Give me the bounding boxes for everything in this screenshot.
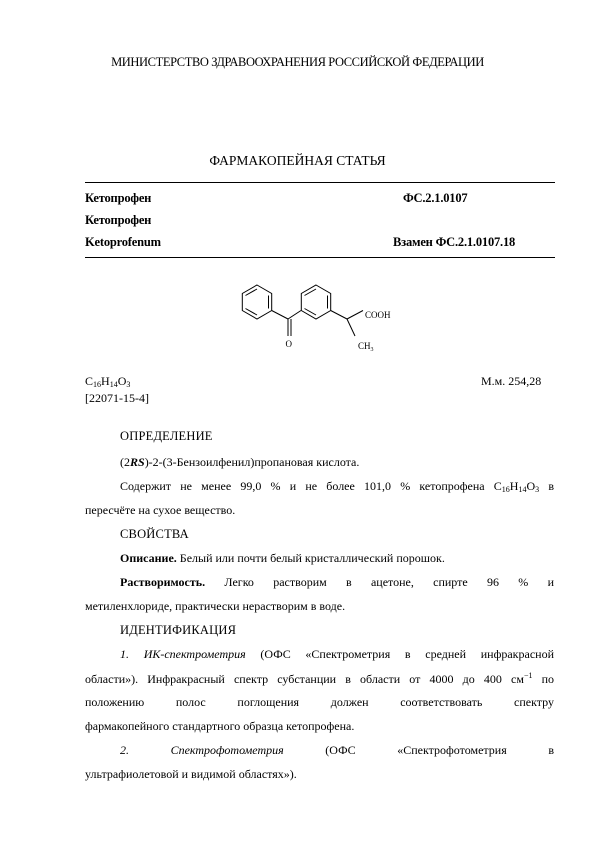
document-title: ФАРМАКОПЕЙНАЯ СТАТЬЯ <box>209 153 386 168</box>
header-top-rule <box>85 182 555 183</box>
structural-formula <box>225 272 425 362</box>
section-properties-title: СВОЙСТВА <box>120 527 189 541</box>
solubility-line1: Растворимость. Легко растворим в ацетоне, спирте 96 % и <box>120 575 554 589</box>
ir-test-line3: положению полос поглощения должен соответствовать спектру <box>85 695 554 709</box>
molecular-formula: $C_{16}H_{14}O_3$ <box>85 374 131 389</box>
uv-test-line2: ультрафиолетовой и видимой областях»). <box>85 767 297 781</box>
carbonyl-oxygen-label: O <box>285 339 292 349</box>
ministry-heading: МИНИСТЕРСТВО ЗДРАВООХРАНЕНИЯ РОССИЙСКОЙ ФЕДЕРАЦИИ <box>111 55 484 69</box>
drug-name-ru: Кетопрофен <box>85 191 152 205</box>
replaces-code: Взамен ФС.2.1.0107.18 <box>393 235 516 249</box>
ir-test-line2: области»). Инфракрасный спектр субстанции в области от 4000 до 400 $см^{-1}$ по <box>85 671 555 686</box>
ir-test-line1: 1. ИК-спектрометрия (ОФС «Спектрометрия в средней инфракрасной <box>120 647 554 661</box>
description: Описание. Белый или почти белый кристаллический порошок. <box>120 551 445 565</box>
molecular-weight: М.м. 254,28 <box>481 374 542 388</box>
section-identification-title: ИДЕНТИФИКАЦИЯ <box>120 623 237 637</box>
cas-number: [22071-15-4] <box>85 391 149 405</box>
uv-test-line1: 2. Спектрофотометрия (ОФС «Спектрофотометрия в <box>120 743 555 757</box>
monograph-code: ФС.2.1.0107 <box>403 191 468 205</box>
chemical-name: (2RS)-2-(3-Бензоилфенил)пропановая кислота. <box>120 455 360 469</box>
section-definition-title: ОПРЕДЕЛЕНИЕ <box>120 429 213 443</box>
drug-name-latin: Ketoprofenum <box>85 235 161 249</box>
solubility-line2: метиленхлориде, практически нерастворим в воде. <box>85 599 346 613</box>
ir-test-line4: фармакопейного стандартного образца кетопрофена. <box>85 719 355 733</box>
methyl-label: $CH_3$ <box>358 341 374 353</box>
cooh-label: COOH <box>365 310 391 320</box>
content-statement-line2: пересчёте на сухое вещество. <box>85 503 236 517</box>
header-bottom-rule <box>85 257 555 258</box>
drug-name-ru-2: Кетопрофен <box>85 213 152 227</box>
content-statement-line1: Содержит не менее 99,0 % и не более 101,0 % кетопрофена $C_{16}H_{14}O_3$ в <box>120 479 554 494</box>
